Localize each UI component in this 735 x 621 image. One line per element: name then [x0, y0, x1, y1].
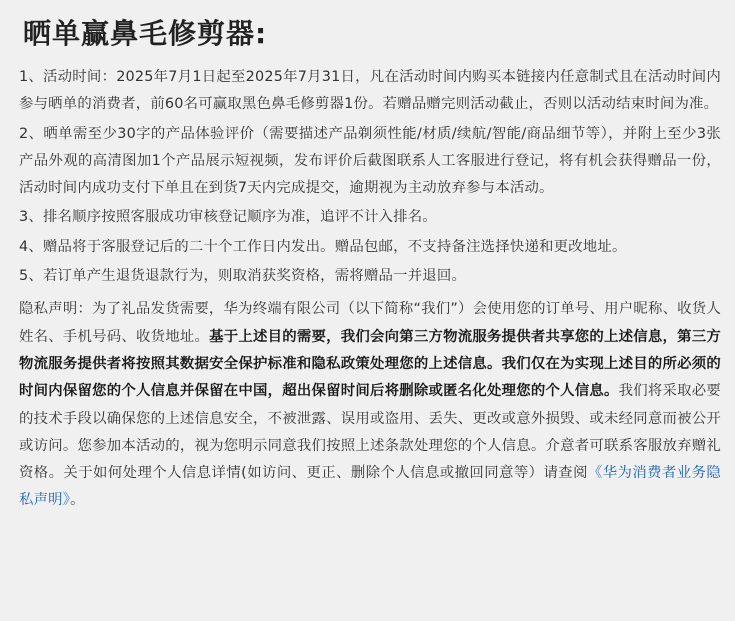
rule-item-2: 2、晒单需至少30字的产品体验评价（需要描述产品剃须性能/材质/续航/智能/商品细节等），并附上至少3张产品外观的高清图加1个产品展示短视频，发布评价后截图联系人工客服进行登记，将有机会获得赠品一份，活动时间内成功支付下单且在到货7天内完成提交，逾期视为主动放弃参与本活动。 [19, 125, 721, 197]
privacy-rest-text: 我们将采取必要的技术手段以确保您的上述信息安全，不被泄露、误用或盗用、丢失、更改或意外损毁、或未经同意而被公开或访问。您参加本活动的，视为您明示同意我们按照上述条款处理您的个人信息。介意者可联系客服放弃赠礼资格。关于如何处理个人信息详情(如访问、更正、删除个人信息或撤回同意等）请查阅 [19, 383, 722, 482]
privacy-statement [19, 296, 721, 514]
rules-list [19, 64, 721, 290]
rule-item-1: 1、活动时间：2025年7月1日起至2025年7月31日，凡在活动时间内购买本链接内任意制式且在活动时间内参与晒单的消费者，前60名可赢取黑色鼻毛修剪器1份。若赠品赠完则活动截止，否则以活动结束时间为准。 [19, 69, 721, 113]
page-title: 晒单赢鼻毛修剪器: [23, 17, 268, 50]
privacy-end: 。 [70, 492, 85, 509]
rule-item-3: 3、排名顺序按照客服成功审核登记顺序为准，追评不计入排名。 [19, 209, 437, 226]
privacy-policy-link[interactable]: 《华为消费者业务隐私声明》 [19, 465, 721, 509]
rule-item-5: 5、若订单产生退货退款行为，则取消获奖资格，需将赠品一并退回。 [19, 268, 467, 285]
rule-item-4: 4、赠品将于客服登记后的二十个工作日内发出。赠品包邮，不支持备注选择快递和更改地址。 [19, 238, 627, 255]
privacy-bold-text: 基于上述目的需要，我们会向第三方物流服务提供者共享您的上述信息，第三方物流服务提供者将按照其数据安全保护标准和隐私政策处理您的上述信息。我们仅在为实现上述目的所必须的时间内保留您的个人信息并保留在中国，超出保留时间后将删除或匿名化处理您的个人信息。 [19, 328, 721, 400]
privacy-intro: 隐私声明：为了礼品发货需要，华为终端有限公司（以下简称“我们”）会使用您的订单号、用户昵称、收货人姓名、手机号码、收货地址。 [19, 301, 721, 345]
